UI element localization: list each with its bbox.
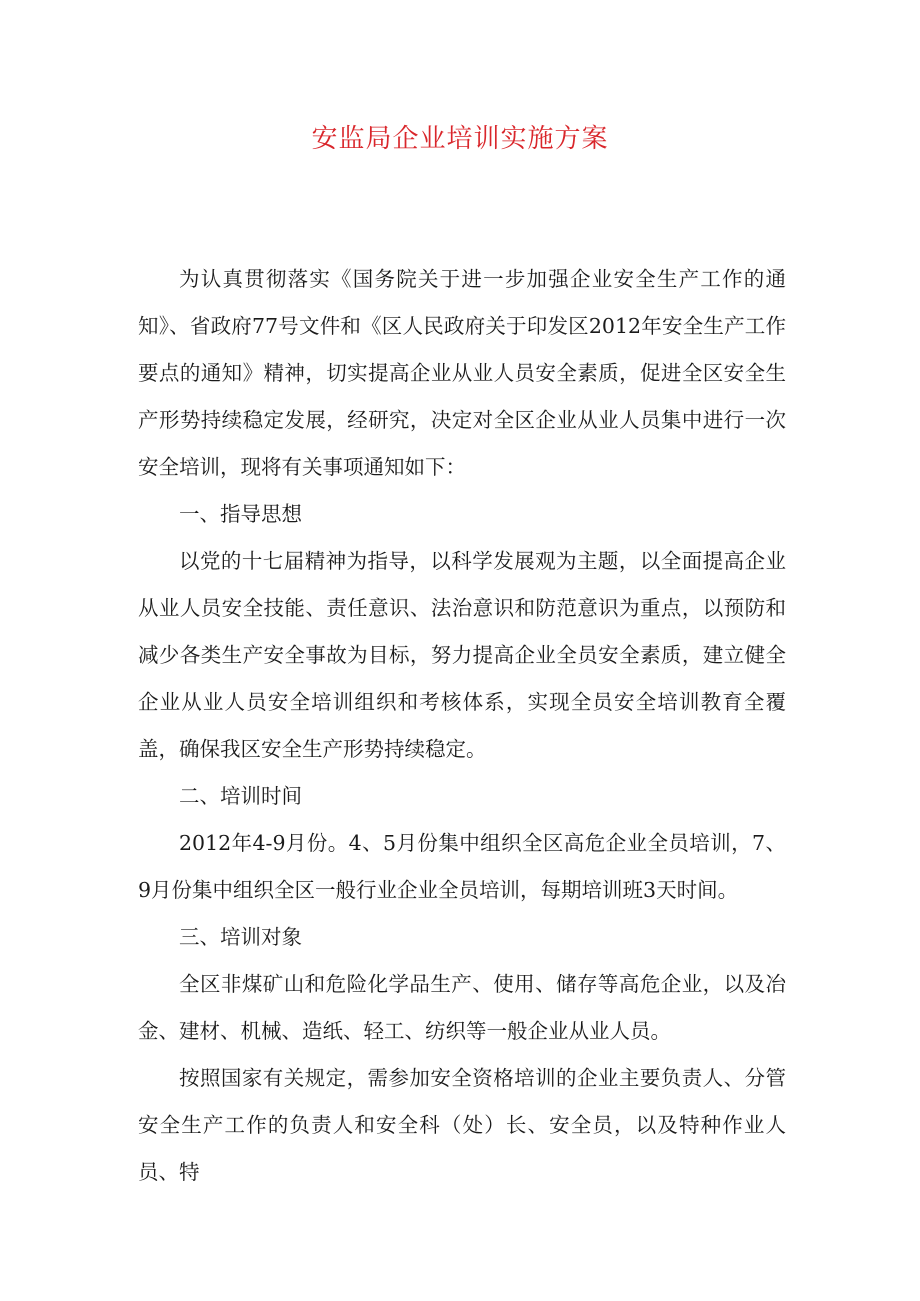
section-heading-training-targets: 三、培训对象 [179, 925, 302, 949]
section-heading-training-time: 二、培训时间 [179, 784, 302, 808]
section-heading-guiding-ideology: 一、指导思想 [179, 502, 302, 526]
document-body [138, 256, 786, 1196]
regulations-paragraph: 按照国家有关规定，需参加安全资格培训的企业主要负责人、分管安全生产工作的负责人和安全科（处）长、安全员，以及特种作业人员、特 [138, 1066, 786, 1184]
training-time-paragraph: 2012年4-9月份。4、5月份集中组织全区高危企业全员培训，7、9月份集中组织全区一般行业企业全员培训，每期培训班3天时间。 [138, 831, 786, 902]
intro-paragraph: 为认真贯彻落实《国务院关于进一步加强企业安全生产工作的通知》、省政府77号文件和《区人民政府关于印发区2012年安全生产工作要点的通知》精神，切实提高企业从业人员安全素质，促进全区安全生产形势持续稳定发展，经研究，决定对全区企业从业人员集中进行一次安全培训，现将有关事项通知如下： [138, 267, 786, 479]
training-targets-paragraph: 全区非煤矿山和危险化学品生产、使用、储存等高危企业，以及冶金、建材、机械、造纸、轻工、纺织等一般企业从业人员。 [138, 972, 786, 1043]
guiding-ideology-paragraph: 以党的十七届精神为指导，以科学发展观为主题，以全面提高企业从业人员安全技能、责任意识、法治意识和防范意识为重点，以预防和减少各类生产安全事故为目标，努力提高企业全员安全素质，建立健全企业从业人员安全培训组织和考核体系，实现全员安全培训教育全覆盖，确保我区安全生产形势持续稳定。 [138, 549, 786, 761]
document-title: 安监局企业培训实施方案 [311, 124, 609, 154]
